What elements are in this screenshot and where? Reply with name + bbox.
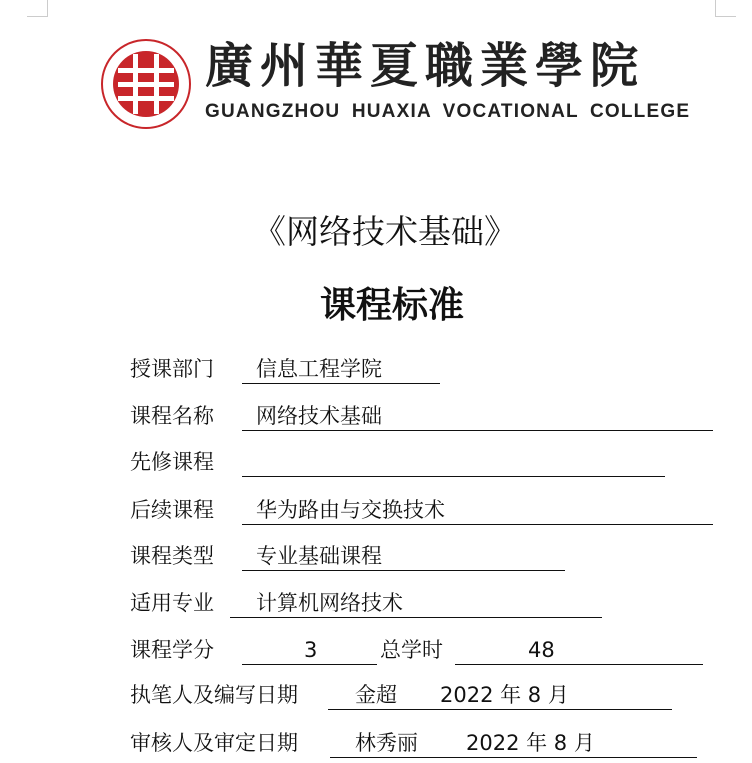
field-label: 审核人及审定日期 xyxy=(130,731,298,755)
field-label: 课程学分 xyxy=(130,638,214,662)
page-corner-mark-left xyxy=(27,0,48,17)
field-label: 先修课程 xyxy=(130,450,214,474)
author-date: 2022 年 8 月 xyxy=(440,683,569,707)
field-label: 执笔人及编写日期 xyxy=(130,683,298,707)
credits-value: 3 xyxy=(304,638,318,662)
reviewer-date: 2022 年 8 月 xyxy=(466,731,595,755)
document-title: 《网络技术基础》 xyxy=(253,212,517,251)
field-value: 计算机网络技术 xyxy=(256,591,403,615)
document-subtitle: 课程标准 xyxy=(319,285,464,326)
field-label: 授课部门 xyxy=(130,357,214,381)
field-label: 总学时 xyxy=(380,638,443,662)
field-value: 信息工程学院 xyxy=(256,357,382,381)
field-value: 专业基础课程 xyxy=(256,544,382,568)
field-label: 适用专业 xyxy=(130,591,214,615)
page-corner-mark-right xyxy=(715,0,736,17)
field-label: 后续课程 xyxy=(130,498,214,522)
reviewer-name: 林秀丽 xyxy=(355,731,418,755)
college-name-cn: 廣州華夏職業學院 xyxy=(205,38,646,94)
field-value: 网络技术基础 xyxy=(256,404,382,428)
hours-value: 48 xyxy=(528,638,555,662)
field-value: 华为路由与交换技术 xyxy=(256,498,445,522)
author-name: 金超 xyxy=(355,683,397,707)
college-seal-logo xyxy=(100,38,192,130)
field-label: 课程名称 xyxy=(130,404,214,428)
college-name-en: GUANGZHOU HUAXIA VOCATIONAL COLLEGE xyxy=(205,101,691,122)
field-label: 课程类型 xyxy=(130,544,214,568)
